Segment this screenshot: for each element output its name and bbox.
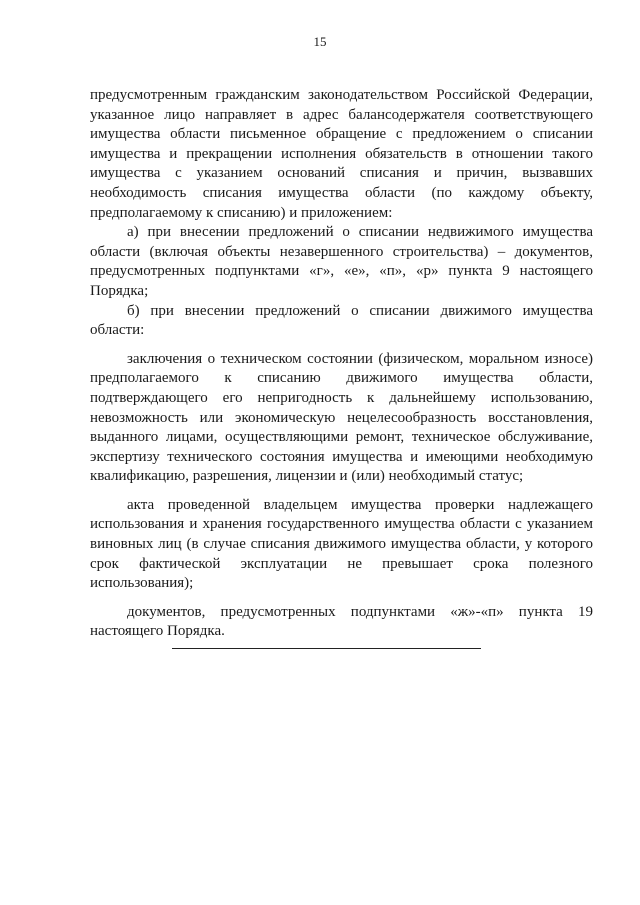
end-of-document-rule: [172, 648, 481, 649]
paragraph-documents: документов, предусмотренных подпунктами «ж»-«п» пункта 19 настоящего Порядка.: [90, 603, 593, 640]
paragraph-technical-condition: заключения о техническом состоянии (физическом, моральном износе) предполагаемого к списанию движимого имущества области, подтверждающего его непригодность к дальнейшему использованию, невозможность или экономическую нецелесообразность восстановления, выданного лицами, осуществляющими ремонт, техническое обслуживание, экспертизу технического состояния имущества и имеющими необходимую квалификацию, разрешения, лицензии и (или) необходимый статус;: [90, 350, 593, 485]
paragraph-continuation: предусмотренным гражданским законодательством Российской Федерации, указанное лицо направляет в адрес балансодержателя соответствующего имущества области письменное обращение с предложением о списании имущества и прекращении исполнения обязательств в отношении такого имущества с указанием оснований списания и причин, вызвавших необходимость списания имущества области (по каждому объекту, предполагаемому к списанию) и приложением:: [90, 87, 593, 221]
page-number: 15: [313, 34, 327, 49]
document-body: [90, 86, 593, 642]
paragraph-inspection-act: акта проведенной владельцем имущества проверки надлежащего использования и хранения государственного имущества области с указанием виновных лиц (в случае списания движимого имущества области, у которого срок фактической эксплуатации не превышает срока полезного использования);: [90, 496, 593, 592]
paragraph-item-a: а) при внесении предложений о списании недвижимого имущества области (включая объекты незавершенного строительства) – документов, предусмотренных подпунктами «г», «е», «п», «р» пункта 9 настоящего Порядка;: [90, 224, 593, 299]
paragraph-item-b: б) при внесении предложений о списании движимого имущества области:: [90, 302, 593, 339]
